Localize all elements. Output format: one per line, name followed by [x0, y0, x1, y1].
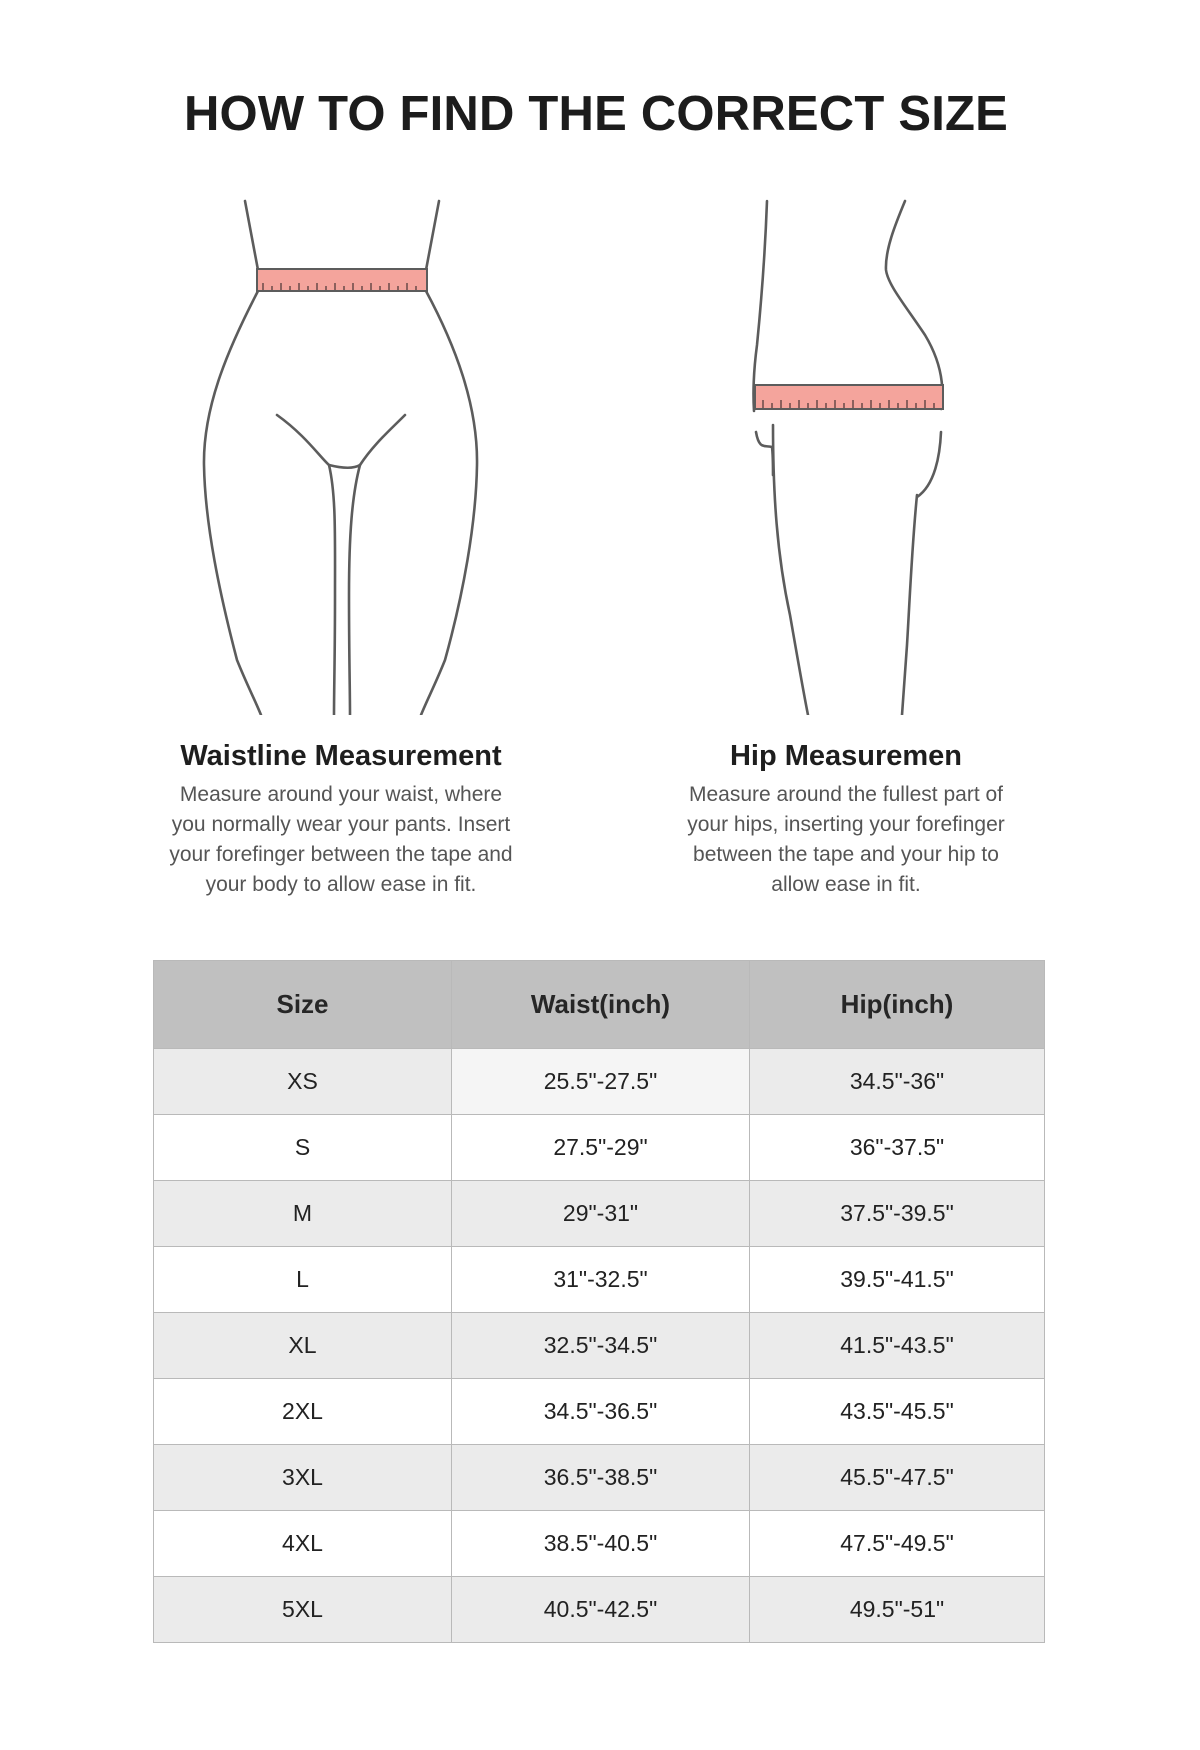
waist-cell: 40.5"-42.5": [452, 1577, 750, 1643]
hip-cell: 36"-37.5": [750, 1115, 1045, 1181]
waist-cell: 27.5"-29": [452, 1115, 750, 1181]
size-cell: L: [154, 1247, 452, 1313]
waist-cell: 32.5"-34.5": [452, 1313, 750, 1379]
hip-cell: 41.5"-43.5": [750, 1313, 1045, 1379]
waist-description-line: your forefinger between the tape and: [169, 843, 513, 866]
table-row: [154, 1445, 1045, 1511]
hip-cell: 45.5"-47.5": [750, 1445, 1045, 1511]
table-row: [154, 1313, 1045, 1379]
size-cell: 4XL: [154, 1511, 452, 1577]
hip-description: [636, 780, 1056, 900]
size-cell: 2XL: [154, 1379, 452, 1445]
hip-column-header: Hip(inch): [750, 961, 1045, 1049]
page-title: HOW TO FIND THE CORRECT SIZE: [183, 87, 1009, 141]
hip-description-line: allow ease in fit.: [771, 873, 921, 896]
table-row: [154, 1379, 1045, 1445]
table-row: [154, 1247, 1045, 1313]
waist-tape: [257, 269, 427, 291]
side-body-illustration: [745, 195, 965, 715]
table-row: [154, 1181, 1045, 1247]
hip-cell: 47.5"-49.5": [750, 1511, 1045, 1577]
waist-column-header: Waist(inch): [452, 961, 750, 1049]
size-chart-table: [153, 960, 1045, 1643]
waist-cell: 25.5"-27.5": [452, 1049, 750, 1115]
waist-cell: 38.5"-40.5": [452, 1511, 750, 1577]
size-cell: XL: [154, 1313, 452, 1379]
waist-heading: Waistline Measurement: [180, 740, 502, 772]
size-cell: XS: [154, 1049, 452, 1115]
hip-cell: 43.5"-45.5": [750, 1379, 1045, 1445]
table-row: [154, 1115, 1045, 1181]
size-cell: 5XL: [154, 1577, 452, 1643]
hip-cell: 34.5"-36": [750, 1049, 1045, 1115]
front-body-illustration: [195, 195, 495, 715]
waist-caption: [131, 736, 551, 900]
size-column-header: Size: [154, 961, 452, 1049]
table-header-row: [154, 961, 1045, 1049]
hip-description-line: Measure around the fullest part of: [688, 783, 1003, 806]
table-row: [154, 1511, 1045, 1577]
waist-description-line: your body to allow ease in fit.: [205, 873, 477, 896]
waist-cell: 34.5"-36.5": [452, 1379, 750, 1445]
hip-description-line: your hips, inserting your forefinger: [687, 813, 1005, 836]
size-cell: S: [154, 1115, 452, 1181]
table-row: [154, 1049, 1045, 1115]
hip-description-line: between the tape and your hip to: [693, 843, 999, 866]
waist-cell: 36.5"-38.5": [452, 1445, 750, 1511]
hip-heading: Hip Measuremen: [729, 740, 963, 772]
hip-tape: [755, 385, 943, 409]
waist-description: [131, 780, 551, 900]
size-cell: M: [154, 1181, 452, 1247]
waist-description-line: Measure around your waist, where: [179, 783, 503, 806]
table-row: [154, 1577, 1045, 1643]
hip-cell: 49.5"-51": [750, 1577, 1045, 1643]
hip-cell: 39.5"-41.5": [750, 1247, 1045, 1313]
waist-description-line: you normally wear your pants. Insert: [171, 813, 511, 836]
waist-cell: 31"-32.5": [452, 1247, 750, 1313]
hip-cell: 37.5"-39.5": [750, 1181, 1045, 1247]
hip-caption: [636, 736, 1056, 900]
waist-cell: 29"-31": [452, 1181, 750, 1247]
size-cell: 3XL: [154, 1445, 452, 1511]
